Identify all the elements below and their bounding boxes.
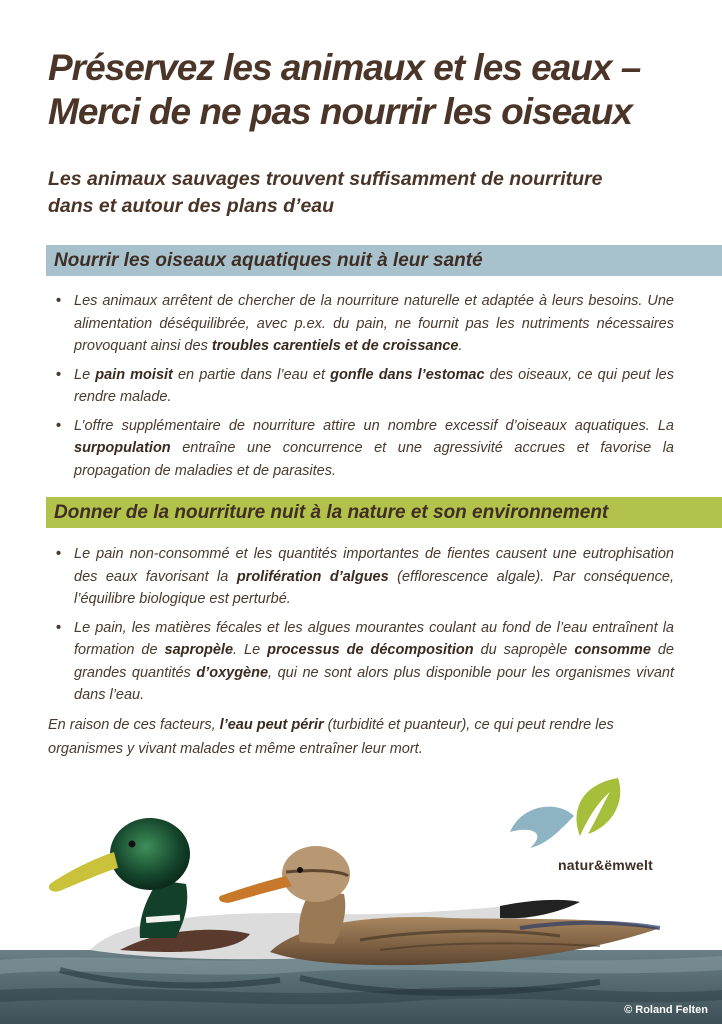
bullet-text: Le pain, les matières fécales et les algues mourantes coulant au fond de l’eau entraînent la formation de bbox=[74, 619, 674, 658]
bullet-text: entraîne une concurrence et une agressivité accrues et favorise la propagation de maladies et de parasites. bbox=[74, 440, 674, 479]
bullet-emphasis: d’oxygène bbox=[196, 664, 269, 681]
title-line-2: Merci de ne pas nourrir les oiseaux bbox=[48, 91, 632, 132]
bullet-emphasis: consomme bbox=[574, 642, 651, 658]
title-line-1: Préservez les animaux et les eaux – bbox=[48, 47, 641, 88]
bullet-emphasis: gonfle dans l’estomac bbox=[330, 366, 485, 383]
conclusion-emphasis: l’eau peut périr bbox=[219, 717, 324, 733]
bullet-text: des oiseaux, ce qui peut les rendre malade. bbox=[74, 366, 674, 405]
subtitle-line-2: dans et autour des plans d’eau bbox=[48, 195, 335, 217]
list-item bbox=[50, 364, 674, 409]
bullet-text: du sapropèle bbox=[473, 642, 575, 658]
logo-wordmark: natur&ëmwelt bbox=[558, 857, 653, 873]
bullet-text: , qui ne sont alors plus disponible pour les organismes vivant dans l’eau. bbox=[74, 664, 674, 703]
nature-bullet-list bbox=[50, 543, 674, 713]
bullet-emphasis: prolifération d’algues bbox=[236, 568, 389, 585]
bullet-text: Le bbox=[74, 366, 96, 383]
bullet-text: de grandes quantités bbox=[74, 642, 674, 681]
bullet-text: . bbox=[458, 338, 463, 354]
bullet-icon: • bbox=[56, 546, 62, 562]
health-bullet-list bbox=[50, 290, 674, 488]
bullet-text: . Le bbox=[233, 642, 268, 658]
subtitle bbox=[48, 166, 698, 220]
bullet-emphasis: pain moisit bbox=[95, 366, 173, 383]
bullet-emphasis: sapropèle bbox=[164, 642, 234, 658]
list-item bbox=[50, 543, 674, 611]
section-heading-health: Nourrir les oiseaux aquatiques nuit à leur santé bbox=[46, 245, 722, 276]
bullet-text: Les animaux arrêtent de chercher de la nourriture naturelle et adaptée à leurs besoins. Une alimentation déséquilibrée, avec p.ex. du pain, ne fournit pas les nutriments nécessaires provoquant ainsi des bbox=[74, 293, 674, 354]
conclusion-paragraph bbox=[48, 713, 678, 761]
bullet-emphasis: troubles carentiels et de croissance bbox=[211, 338, 459, 354]
list-item bbox=[50, 415, 674, 483]
conclusion-text: (turbidité et puanteur), ce qui peut rendre les organismes y vivant malades et même entraîner leur mort. bbox=[48, 717, 614, 757]
bullet-text: Le pain non-consommé et les quantités importantes de fientes causent une eutrophisation des eaux favorisant la bbox=[74, 546, 674, 585]
list-item bbox=[50, 617, 674, 707]
photo-credit: © Roland Felten bbox=[624, 1004, 708, 1016]
bullet-emphasis: processus de décomposition bbox=[267, 642, 474, 658]
bullet-icon: • bbox=[56, 619, 62, 636]
bullet-icon: • bbox=[56, 293, 62, 309]
bullet-text: (efflorescence algale). Par conséquence, l’équilibre biologique est perturbé. bbox=[74, 568, 675, 607]
bullet-icon: • bbox=[56, 366, 62, 383]
bullet-text: en partie dans l’eau et bbox=[172, 366, 331, 383]
bullet-emphasis: surpopulation bbox=[74, 440, 171, 456]
list-item bbox=[50, 290, 674, 358]
page-title bbox=[48, 46, 698, 134]
conclusion-text: En raison de ces facteurs, bbox=[48, 717, 220, 733]
bullet-text: L’offre supplémentaire de nourriture attire un nombre excessif d’oiseaux aquatiques. La bbox=[74, 417, 674, 434]
subtitle-line-1: Les animaux sauvages trouvent suffisamment de nourriture bbox=[48, 168, 603, 190]
section-heading-nature: Donner de la nourriture nuit à la nature et son environnement bbox=[46, 497, 722, 528]
ducks-photo bbox=[0, 810, 722, 1024]
bullet-icon: • bbox=[56, 417, 62, 434]
